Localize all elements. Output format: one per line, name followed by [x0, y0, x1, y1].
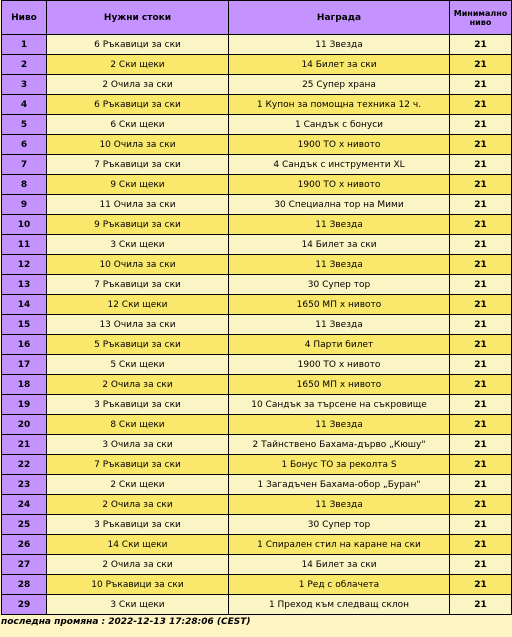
- table-row: [2, 335, 512, 355]
- min-level-cell: 21: [450, 555, 512, 575]
- items-cell: 5 Ски щеки: [47, 355, 229, 375]
- min-level-cell: 21: [450, 595, 512, 615]
- reward-cell: 30 Супер тор: [229, 515, 450, 535]
- table-row: [2, 35, 512, 55]
- reward-cell: 4 Сандък с инструменти XL: [229, 155, 450, 175]
- table-row: [2, 355, 512, 375]
- reward-cell: 1 Спирален стил на каране на ски: [229, 535, 450, 555]
- level-cell: 14: [2, 295, 47, 315]
- items-cell: 6 Ски щеки: [47, 115, 229, 135]
- header-level: Ниво: [2, 1, 47, 35]
- level-cell: 12: [2, 255, 47, 275]
- table-row: [2, 535, 512, 555]
- items-cell: 7 Ръкавици за ски: [47, 455, 229, 475]
- items-cell: 14 Ски щеки: [47, 535, 229, 555]
- items-cell: 2 Ски щеки: [47, 475, 229, 495]
- reward-cell: 1900 ТО х нивото: [229, 175, 450, 195]
- level-cell: 4: [2, 95, 47, 115]
- reward-cell: 14 Билет за ски: [229, 235, 450, 255]
- min-level-cell: 21: [450, 135, 512, 155]
- table-row: [2, 115, 512, 135]
- items-cell: 7 Ръкавици за ски: [47, 275, 229, 295]
- reward-cell: 1 Бонус ТО за реколта S: [229, 455, 450, 475]
- items-cell: 10 Ръкавици за ски: [47, 575, 229, 595]
- items-cell: 3 Ски щеки: [47, 235, 229, 255]
- level-cell: 1: [2, 35, 47, 55]
- items-cell: 11 Очила за ски: [47, 195, 229, 215]
- min-level-cell: 21: [450, 315, 512, 335]
- items-cell: 9 Ски щеки: [47, 175, 229, 195]
- table-row: [2, 515, 512, 535]
- min-level-cell: 21: [450, 415, 512, 435]
- level-cell: 13: [2, 275, 47, 295]
- table-row: [2, 235, 512, 255]
- min-level-cell: 21: [450, 435, 512, 455]
- min-level-cell: 21: [450, 395, 512, 415]
- items-cell: 9 Ръкавици за ски: [47, 215, 229, 235]
- min-level-cell: 21: [450, 275, 512, 295]
- reward-cell: 1900 ТО х нивото: [229, 355, 450, 375]
- items-cell: 7 Ръкавици за ски: [47, 155, 229, 175]
- items-cell: 2 Очила за ски: [47, 375, 229, 395]
- reward-cell: 11 Звезда: [229, 495, 450, 515]
- items-cell: 12 Ски щеки: [47, 295, 229, 315]
- table-header-row: [2, 1, 512, 35]
- reward-cell: 1 Купон за помощна техника 12 ч.: [229, 95, 450, 115]
- header-reward: Награда: [229, 1, 450, 35]
- level-cell: 6: [2, 135, 47, 155]
- reward-cell: 1 Преход към следващ склон: [229, 595, 450, 615]
- reward-cell: 1650 МП х нивото: [229, 295, 450, 315]
- reward-cell: 14 Билет за ски: [229, 55, 450, 75]
- table-row: [2, 175, 512, 195]
- level-cell: 24: [2, 495, 47, 515]
- table-row: [2, 595, 512, 615]
- reward-cell: 30 Супер тор: [229, 275, 450, 295]
- reward-cell: 1 Ред с облачета: [229, 575, 450, 595]
- table-row: [2, 295, 512, 315]
- level-cell: 5: [2, 115, 47, 135]
- table-row: [2, 75, 512, 95]
- table-row: [2, 95, 512, 115]
- min-level-cell: 21: [450, 75, 512, 95]
- header-items: Нужни стоки: [47, 1, 229, 35]
- level-cell: 15: [2, 315, 47, 335]
- level-cell: 28: [2, 575, 47, 595]
- level-cell: 26: [2, 535, 47, 555]
- table-row: [2, 395, 512, 415]
- min-level-cell: 21: [450, 55, 512, 75]
- table-row: [2, 135, 512, 155]
- table-row: [2, 495, 512, 515]
- items-cell: 8 Ски щеки: [47, 415, 229, 435]
- items-cell: 3 Ски щеки: [47, 595, 229, 615]
- min-level-cell: 21: [450, 375, 512, 395]
- level-cell: 10: [2, 215, 47, 235]
- table-row: [2, 375, 512, 395]
- items-cell: 2 Очила за ски: [47, 555, 229, 575]
- table-row: [2, 255, 512, 275]
- table-row: [2, 575, 512, 595]
- min-level-cell: 21: [450, 535, 512, 555]
- last-modified: последна промяна : 2022-12-13 17:28:06 (CEST): [1, 617, 251, 627]
- min-level-cell: 21: [450, 195, 512, 215]
- table-row: [2, 435, 512, 455]
- items-cell: 6 Ръкавици за ски: [47, 35, 229, 55]
- table-row: [2, 455, 512, 475]
- level-cell: 16: [2, 335, 47, 355]
- level-cell: 18: [2, 375, 47, 395]
- table-row: [2, 555, 512, 575]
- level-cell: 3: [2, 75, 47, 95]
- reward-cell: 4 Парти билет: [229, 335, 450, 355]
- min-level-cell: 21: [450, 215, 512, 235]
- table-body: [2, 35, 512, 615]
- min-level-cell: 21: [450, 455, 512, 475]
- min-level-cell: 21: [450, 35, 512, 55]
- reward-cell: 11 Звезда: [229, 255, 450, 275]
- min-level-cell: 21: [450, 95, 512, 115]
- level-cell: 21: [2, 435, 47, 455]
- reward-cell: 11 Звезда: [229, 215, 450, 235]
- table-row: [2, 155, 512, 175]
- reward-cell: 10 Сандък за търсене на съкровище: [229, 395, 450, 415]
- reward-cell: 1 Сандък с бонуси: [229, 115, 450, 135]
- min-level-cell: 21: [450, 295, 512, 315]
- reward-cell: 25 Супер храна: [229, 75, 450, 95]
- min-level-cell: 21: [450, 495, 512, 515]
- reward-cell: 11 Звезда: [229, 35, 450, 55]
- level-cell: 19: [2, 395, 47, 415]
- min-level-cell: 21: [450, 175, 512, 195]
- table-row: [2, 275, 512, 295]
- level-cell: 27: [2, 555, 47, 575]
- items-cell: 10 Очила за ски: [47, 255, 229, 275]
- reward-cell: 11 Звезда: [229, 315, 450, 335]
- level-cell: 29: [2, 595, 47, 615]
- level-cell: 20: [2, 415, 47, 435]
- items-cell: 2 Очила за ски: [47, 75, 229, 95]
- level-cell: 23: [2, 475, 47, 495]
- level-cell: 25: [2, 515, 47, 535]
- table-row: [2, 475, 512, 495]
- level-cell: 8: [2, 175, 47, 195]
- level-cell: 9: [2, 195, 47, 215]
- level-cell: 2: [2, 55, 47, 75]
- min-level-cell: 21: [450, 515, 512, 535]
- items-cell: 10 Очила за ски: [47, 135, 229, 155]
- table-row: [2, 315, 512, 335]
- table-row: [2, 195, 512, 215]
- reward-cell: 1 Загадъчен Бахама-обор „Буран": [229, 475, 450, 495]
- min-level-cell: 21: [450, 575, 512, 595]
- min-level-cell: 21: [450, 155, 512, 175]
- level-cell: 11: [2, 235, 47, 255]
- level-cell: 17: [2, 355, 47, 375]
- reward-cell: 1650 МП х нивото: [229, 375, 450, 395]
- min-level-cell: 21: [450, 235, 512, 255]
- table-row: [2, 415, 512, 435]
- items-cell: 5 Ръкавици за ски: [47, 335, 229, 355]
- table-row: [2, 215, 512, 235]
- items-cell: 3 Ръкавици за ски: [47, 515, 229, 535]
- level-cell: 7: [2, 155, 47, 175]
- items-cell: 3 Ръкавици за ски: [47, 395, 229, 415]
- items-cell: 2 Ски щеки: [47, 55, 229, 75]
- reward-cell: 11 Звезда: [229, 415, 450, 435]
- min-level-cell: 21: [450, 335, 512, 355]
- min-level-cell: 21: [450, 255, 512, 275]
- reward-cell: 14 Билет за ски: [229, 555, 450, 575]
- items-cell: 2 Очила за ски: [47, 495, 229, 515]
- header-min-level: Минимално ниво: [450, 1, 512, 35]
- level-cell: 22: [2, 455, 47, 475]
- reward-cell: 30 Специална тор на Мими: [229, 195, 450, 215]
- min-level-cell: 21: [450, 475, 512, 495]
- rewards-table: [1, 0, 512, 615]
- items-cell: 3 Очила за ски: [47, 435, 229, 455]
- reward-cell: 2 Тайнствено Бахама-дърво „Кюшу": [229, 435, 450, 455]
- min-level-cell: 21: [450, 355, 512, 375]
- min-level-cell: 21: [450, 115, 512, 135]
- table-row: [2, 55, 512, 75]
- reward-cell: 1900 ТО х нивото: [229, 135, 450, 155]
- items-cell: 6 Ръкавици за ски: [47, 95, 229, 115]
- items-cell: 13 Очила за ски: [47, 315, 229, 335]
